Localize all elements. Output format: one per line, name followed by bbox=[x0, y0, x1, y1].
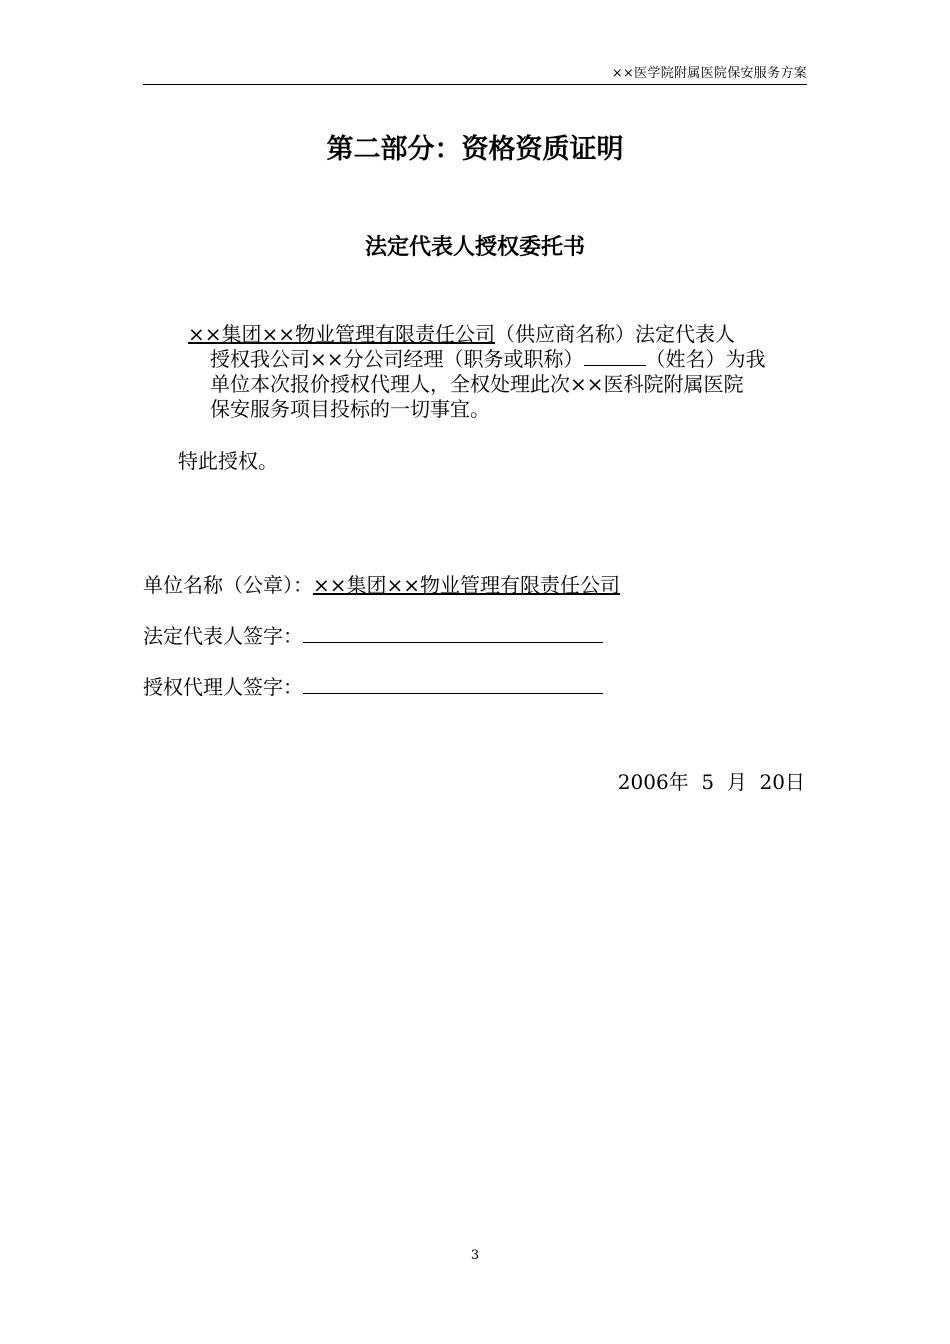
page-number: 3 bbox=[470, 1248, 480, 1263]
paragraph-line-1-rest: （供应商名称）法定代表人 bbox=[495, 322, 736, 346]
unit-name-value: ××集团××物业管理有限责任公司 bbox=[313, 573, 621, 597]
company-name-underlined: ××集团××物业管理有限责任公司 bbox=[188, 322, 496, 346]
name-blank bbox=[584, 347, 646, 366]
paragraph-line-4: 保安服务项目投标的一切事宜。 bbox=[210, 397, 490, 421]
header-rule bbox=[143, 84, 807, 85]
paragraph-line-3: 单位本次报价授权代理人，全权处理此次××医科院附属医院 bbox=[210, 372, 744, 396]
document-date: 2006年 5 月 20日 bbox=[617, 770, 805, 794]
part-title: 第二部分：资格资质证明 bbox=[326, 134, 624, 165]
unit-name-label: 单位名称（公章）： bbox=[143, 573, 313, 597]
paragraph-line-1 bbox=[188, 322, 808, 347]
document-title: 法定代表人授权委托书 bbox=[364, 235, 585, 260]
legal-rep-signature-line bbox=[303, 622, 603, 643]
agent-signature-label: 授权代理人签字： bbox=[143, 675, 303, 699]
legal-rep-signature-field bbox=[143, 622, 603, 649]
running-header: ××医学院附属医院保安服务方案 bbox=[611, 66, 807, 81]
unit-name-field bbox=[143, 572, 620, 598]
paragraph-line-2-end: （姓名）为我 bbox=[645, 347, 766, 371]
legal-rep-signature-label: 法定代表人签字： bbox=[143, 624, 303, 648]
special-authorization: 特此授权。 bbox=[178, 449, 278, 473]
paragraph-line-2 bbox=[188, 347, 808, 372]
authorization-paragraph bbox=[188, 322, 808, 422]
agent-signature-field bbox=[143, 673, 603, 700]
agent-signature-line bbox=[303, 673, 603, 694]
paragraph-line-2-start: 授权我公司××分公司经理（职务或职称） bbox=[210, 347, 584, 371]
